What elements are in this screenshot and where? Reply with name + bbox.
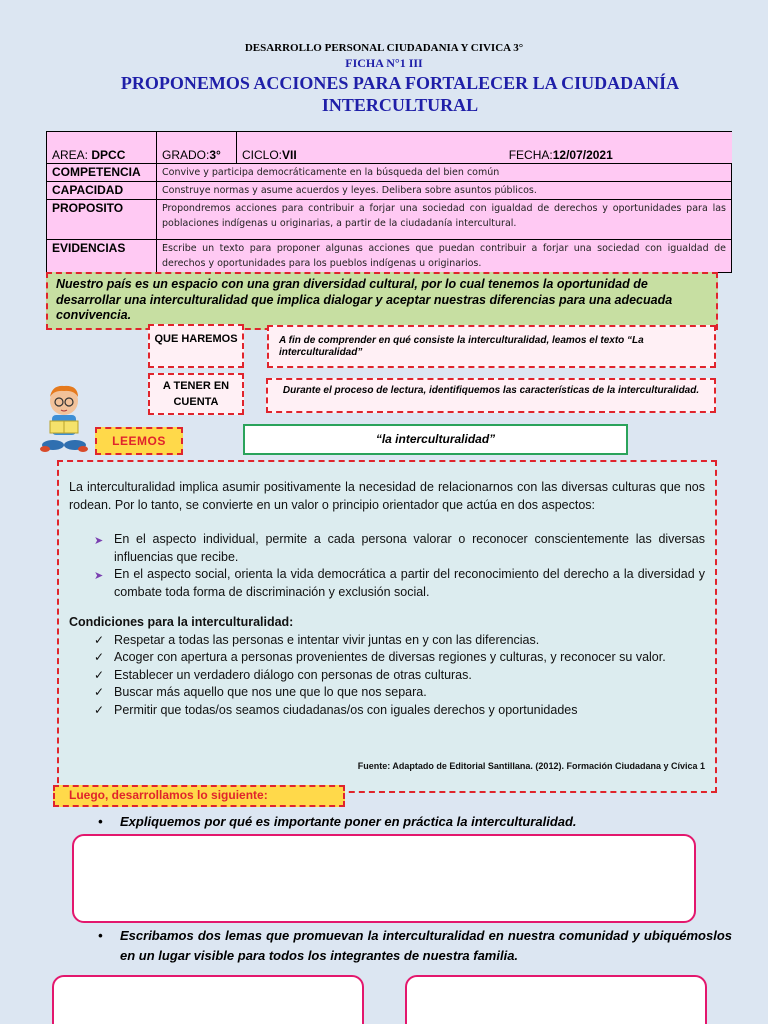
reading-box [57,460,717,793]
proposito-value: Propondremos acciones para contribuir a forjar una sociedad con igualdad de derechos y oportunidades para las poblaciones indígenas u originarias, a partir de la ciudadanía intercultural. [157,200,732,240]
question-1: • Expliquemos por qué es importante poner en práctica la interculturalidad. [120,812,720,832]
conditions-list [69,632,705,720]
checkmark-icon: ✓ [94,632,105,647]
capacidad-value: Construye normas y asume acuerdos y leyes. Delibera sobre asuntos públicos. [157,182,732,200]
list-item: ✓ Buscar más aquello que nos une que lo que nos separa. [69,684,705,702]
fecha-cell: FECHA: 12/07/2021 [508,148,613,162]
bullet-icon: • [98,928,103,943]
evidencias-value: Escribe un texto para proponer algunas acciones que puedan contribuir a forjar una sociedad con igualdad de derechos y oportunidades para los pueblos indígenas u originarios. [157,240,732,273]
ciclo-cell: CICLO: VII [242,148,297,162]
competencia-label: COMPETENCIA [47,164,157,182]
reading-intro: La interculturalidad implica asumir positivamente la necesidad de relacionarnos con las diversas culturas que nos rodean. Por lo tanto, se convierte en un valor o principio orientador que actúa en dos aspectos: [69,480,705,512]
conditions-title: Condiciones para la interculturalidad: [69,615,294,629]
answer-box-2[interactable] [52,975,364,1024]
area-cell: AREA: DPCC [47,132,157,164]
info-table [46,131,732,273]
checkmark-icon: ✓ [94,650,105,664]
checkmark-icon: ✓ [94,702,105,717]
reading-child-illustration [38,383,90,455]
capacidad-label: CAPACIDAD [47,182,157,200]
proposito-label: PROPOSITO [47,200,157,240]
answer-box-3[interactable] [405,975,707,1024]
checkmark-icon: ✓ [94,685,105,699]
list-item: ➤ En el aspecto individual, permite a cada persona valorar o reconocer conscientemente las diversas influencias que recibe. [94,532,705,564]
arrow-bullet-icon: ➤ [94,535,104,547]
a-tener-tag: A TENER EN CUENTA [148,373,244,415]
source-citation: Fuente: Adaptado de Editorial Santillana. (2012). Formación Ciudadana y Cívica 1 [357,760,705,771]
list-item: ✓ Acoger con apertura a personas provenientes de diversas regiones y culturas, y reconocer su valor. [69,649,705,667]
evidencias-label: EVIDENCIAS [47,240,157,273]
list-item: ✓ Establecer un verdadero diálogo con personas de otras culturas. [69,667,705,685]
competencia-value: Convive y participa democráticamente en la búsqueda del bien común [157,164,732,182]
leemos-tag: LEEMOS [95,427,183,455]
list-item: ✓ Permitir que todas/os seamos ciudadanas/os con iguales derechos y oportunidades [69,702,705,720]
aspects-list [69,531,705,601]
list-item: ➤ En el aspecto social, orienta la vida democrática a partir del reconocimiento del derecho a la diversidad y combate toda forma de discriminación y exclusión social. [94,567,705,599]
que-haremos-text: A fin de comprender en qué consiste la interculturalidad, leamos el texto “La interculturalidad” [267,325,716,368]
bullet-icon: • [98,814,103,829]
question-2: • Escribamos dos lemas que promuevan la interculturalidad en nuestra comunidad y ubiquémoslos en un lugar visible para todos los integrantes de nuestra familia. [98,928,732,963]
grado-cell: GRADO: 3° [157,132,237,163]
que-haremos-tag: QUE HAREMOS [148,324,244,368]
intro-box: Nuestro país es un espacio con una gran diversidad cultural, por lo cual tenemos la oportunidad de desarrollar una interculturalidad que implica dialogar y aceptar nuestras diferencias para una adecuada convivencia. [46,272,718,330]
arrow-bullet-icon: ➤ [94,570,104,582]
page-title: PROPONEMOS ACCIONES PARA FORTALECER LA CIUDADANÍA INTERCULTURAL [120,73,680,115]
list-item: ✓ Respetar a todas las personas e intentar vivir juntas en y con las diferencias. [69,632,705,650]
answer-box-1[interactable] [72,834,696,923]
a-tener-text: Durante el proceso de lectura, identifiquemos las características de la interculturalidad. [266,378,716,413]
reading-title: “la interculturalidad” [243,424,628,455]
worksheet-number: FICHA N°1 III [345,56,423,70]
luego-tag: Luego, desarrollamos lo siguiente: [53,785,345,807]
checkmark-icon: ✓ [94,667,105,682]
course-header: DESARROLLO PERSONAL CIUDADANIA Y CIVICA 3° [244,42,524,54]
